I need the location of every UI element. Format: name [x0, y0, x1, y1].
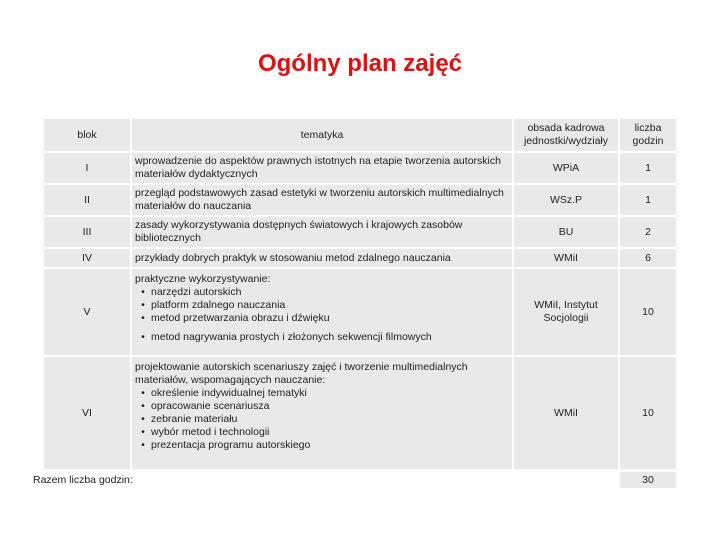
- row-2-liczba: 1: [620, 185, 676, 215]
- row-1-liczba: 1: [620, 153, 676, 183]
- list-item: • wybór metod i technologii: [135, 426, 512, 439]
- row-5-obsada: WMiI, Instytut Socjologii: [514, 269, 618, 355]
- row-2-obsada: WSz.P: [514, 185, 618, 215]
- row-6-blok: VI: [44, 357, 130, 469]
- row-2-tematyka: przegląd podstawowych zasad estetyki w tworzeniu autorskich multimedialnych materiałów do nauczania: [132, 185, 512, 215]
- page-title: Ogólny plan zajęć: [257, 50, 463, 77]
- list-item: • określenie indywidualnej tematyki: [135, 387, 512, 400]
- total-value: 30: [620, 472, 676, 488]
- row-6-tematyka: [132, 357, 512, 469]
- row-6-liczba: 10: [620, 357, 676, 469]
- list-item: • opracowanie scenariusza: [135, 400, 512, 413]
- row-3-obsada: BU: [514, 217, 618, 247]
- list-item: • metod nagrywania prostych i złożonych sekwencji filmowych: [135, 331, 512, 344]
- bullet-icon: •: [141, 299, 145, 311]
- header-liczba: liczba godzin: [620, 119, 676, 151]
- bullet-icon: •: [141, 426, 145, 438]
- row-6-obsada: WMiI: [514, 357, 618, 469]
- bullet-icon: •: [141, 413, 145, 425]
- header-obsada: obsada kadrowa jednostki/wydziały: [514, 119, 618, 151]
- bullet-icon: •: [141, 439, 145, 451]
- bullet-icon: •: [141, 312, 145, 324]
- list-item: • prezentacja programu autorskiego: [135, 439, 512, 452]
- row-4-tematyka: przykłady dobrych praktyk w stosowaniu metod zdalnego nauczania: [132, 249, 512, 267]
- row-6-intro: projektowanie autorskich scenariuszy zajęć i tworzenie multimedialnych materiałów, wspomagających nauczanie:: [135, 361, 468, 386]
- row-3-blok: III: [44, 217, 130, 247]
- row-5-blok: V: [44, 269, 130, 355]
- bullet-icon: •: [141, 286, 145, 298]
- row-1-tematyka: wprowadzenie do aspektów prawnych istotnych na etapie tworzenia autorskich materiałów dydaktycznych: [132, 153, 512, 183]
- header-blok: blok: [44, 119, 130, 151]
- total-label: Razem liczba godzin:: [33, 474, 133, 486]
- bullet-icon: •: [141, 400, 145, 412]
- row-5-liczba: 10: [620, 269, 676, 355]
- row-5-list: [135, 286, 512, 344]
- row-5-tematyka: [132, 269, 512, 355]
- row-1-blok: I: [44, 153, 130, 183]
- list-item: • metod przetwarzania obrazu i dźwięku: [135, 312, 512, 325]
- header-tematyka: tematyka: [132, 119, 512, 151]
- row-4-blok: IV: [44, 249, 130, 267]
- row-5-intro: praktyczne wykorzystywanie:: [135, 273, 271, 285]
- list-item: • platform zdalnego nauczania: [135, 299, 512, 312]
- row-2-blok: II: [44, 185, 130, 215]
- row-4-liczba: 6: [620, 249, 676, 267]
- bullet-icon: •: [141, 387, 145, 399]
- row-1-obsada: WPiA: [514, 153, 618, 183]
- list-item: • zebranie materiału: [135, 413, 512, 426]
- list-item: • narzędzi autorskich: [135, 286, 512, 299]
- bullet-icon: •: [141, 331, 145, 343]
- row-4-obsada: WMiI: [514, 249, 618, 267]
- row-6-list: [135, 387, 512, 452]
- row-3-tematyka: zasady wykorzystywania dostępnych światowych i krajowych zasobów bibliotecznych: [132, 217, 512, 247]
- row-3-liczba: 2: [620, 217, 676, 247]
